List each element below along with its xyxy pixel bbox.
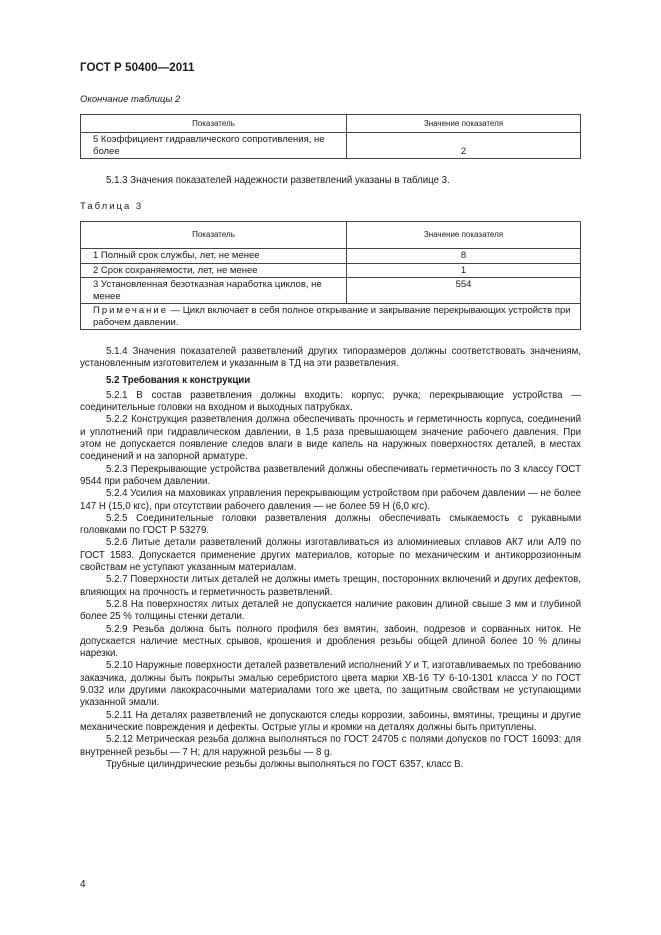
paragraph-514: 5.1.4 Значения показателей разветвлений других типоразмеров должны соответствовать значениям, установленным изготовителем и указанным в ТД на эти разветвления. [80,346,581,370]
cell-value: 2 [347,133,581,159]
section-heading-5-2: 5.2 Требования к конструкции [106,374,251,386]
column-header-indicator: Показатель [81,222,347,249]
table-note [81,304,581,330]
table-row [81,133,581,159]
paragraph-5-2-11: 5.2.11 На деталях разветвлений не допускаются следы коррозии, забоины, вмятины, трещины и другие механические повреждения и дефекты. Острые углы и кромки на деталях должны быть притуплены. [80,709,581,733]
paragraph-5-2-12: 5.2.12 Метрическая резьба должна выполняться по ГОСТ 24705 с полями допусков по ГОСТ 16093: для внутренней резьбы — 7 Н; для наружной резьбы — 8 g. [80,734,581,758]
column-header-value: Значение показателя [347,222,581,249]
table3-caption: Таблица 3 [80,201,144,212]
cell-value: 8 [347,249,581,264]
paragraph-5-2-10: 5.2.10 Наружные поверхности деталей разветвлений исполнений У и Т, изготавливаемых по требованию заказчика, должны быть покрыты эмалью серебристого цвета марки ХВ-16 ТУ 6-10-1301 класса У по ГОСТ 9.032 или другими лакокрасочными материалами того же цвета, по защитным свойствам не уступающими указанной эмали. [80,660,581,709]
table2-caption: Окончание таблицы 2 [80,94,181,105]
page-number: 4 [80,879,86,890]
paragraph-5-2-5: 5.2.5 Соединительные головки разветвления должны обеспечивать смыкаемость с рукавными головками по ГОСТ Р 53279. [80,512,581,537]
body-text [80,346,581,771]
cell-value: 1 [347,263,581,278]
paragraph-5-2-6: 5.2.6 Литые детали разветвлений должны изготавливаться из алюминиевых сплавов АК7 или АЛ9 по ГОСТ 1583. Допускается применение других материалов, которые по механическим и антикоррозионным свойствам не уступают указанным материалам. [80,537,581,574]
cell-value: 554 [347,278,581,304]
paragraph-513-block [80,175,581,187]
paragraph-5-2-9: 5.2.9 Резьба должна быть полного профиля без вмятин, забоин, подрезов и сорванных ниток. Не допускается наличие местных срывов, крошения и дробления резьбы общей длиной более 10 % длины нарезки. [80,623,581,660]
table-2 [80,114,581,159]
cell-indicator: 3 Установленная безотказная наработка циклов, не менее [81,278,347,304]
paragraph-5-2-8: 5.2.8 На поверхностях литых деталей не допускается наличие раковин длиной свыше 3 мм и глубиной более 25 % толщины стенки детали. [80,598,581,623]
table-header-row [81,222,581,249]
paragraph-thread-note: Трубные цилиндрические резьбы должны выполняться по ГОСТ 6357, класс В. [106,758,464,770]
paragraph-5-2-4: 5.2.4 Усилия на маховиках управления перекрывающим устройством при рабочем давлении — не более 147 Н (15,0 кгс), при отсутствии рабочего давления — не более 59 Н (6,0 кгс). [80,488,581,512]
paragraph-513: 5.1.3 Значения показателей надежности разветвлений указаны в таблице 3. [106,175,450,186]
paragraph-5-2-1: 5.2.1 В состав разветвления должны входить: корпус; ручка; перекрывающие устройства — соединительные головки на входном и выходных патрубках. [80,389,581,414]
paragraph-5-2-2: 5.2.2 Конструкция разветвления должна обеспечивать прочность и герметичность корпуса, соединений и уплотнений при гидравлическом давлении, в 1,5 раза превышающем значение рабочего давления. При этом не допускается появление следов влаги в виде капель на наружных поверхностях деталей, в местах соединений и на запорной арматуре. [80,414,581,463]
table-3 [80,221,581,330]
cell-indicator: 2 Срок сохраняемости, лет, не менее [81,263,347,278]
table-note-row [81,304,581,330]
table-row [81,278,581,304]
paragraph-5-2-3: 5.2.3 Перекрывающие устройства разветвлений должны обеспечивать герметичность по 3 классу ГОСТ 9544 при рабочем давлении. [80,463,581,487]
paragraph-5-2-7: 5.2.7 Поверхности литых деталей не должны иметь трещин, посторонних включений и других дефектов, влияющих на прочность и герметичность разветвлений. [80,574,581,598]
note-label: Примечание [93,305,168,316]
column-header-indicator: Показатель [81,115,347,133]
document-header: ГОСТ Р 50400—2011 [80,62,195,74]
column-header-value: Значение показателя [347,115,581,133]
table-row [81,263,581,278]
table-header-row [81,115,581,133]
cell-indicator: 1 Полный срок службы, лет, не менее [81,249,347,264]
note-text: — Цикл включает в себя полное открывание и закрывание перекрывающих устройств при рабочем давлении. [93,305,571,328]
table-row [81,249,581,264]
cell-indicator: 5 Коэффициент гидравлического сопротивления, не более [81,133,347,159]
